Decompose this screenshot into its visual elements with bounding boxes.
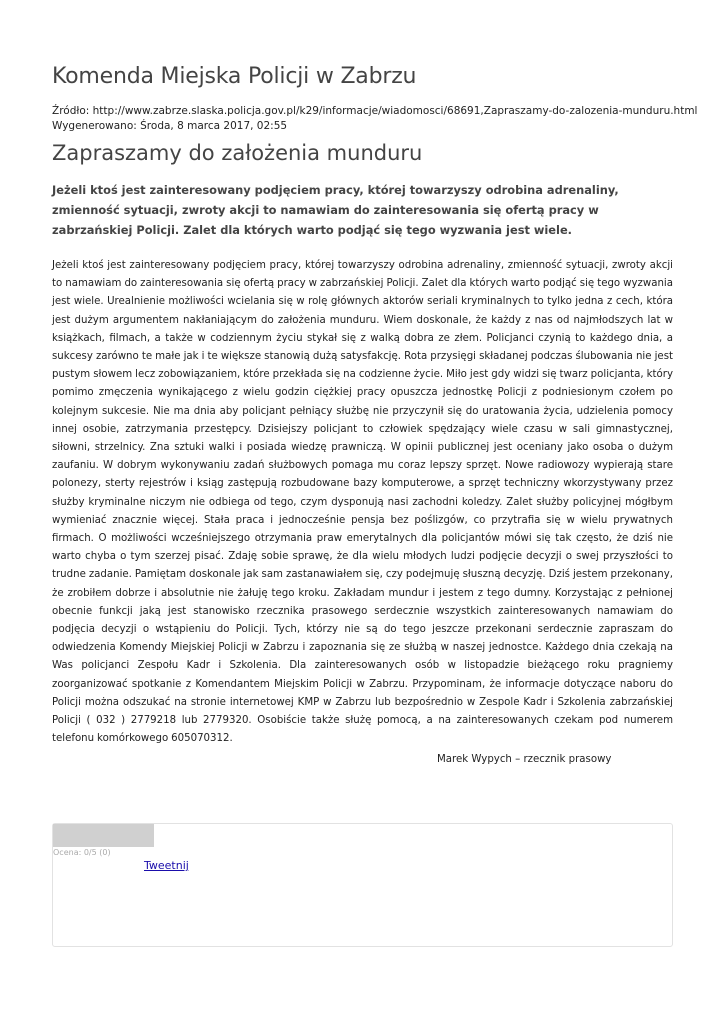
article-lead: Jeżeli ktoś jest zainteresowany podjęciem pracy, której towarzyszy odrobina adrenaliny, zmienność sytuacji, zwroty akcji to namawiam do zainteresowania się ofertą pracy w zabrzańskiej Policji. Zalet dla których warto podjąć się tego wyzwania jest wiele.: [52, 183, 619, 237]
meta-info: [52, 104, 697, 134]
rating-label: Ocena: 0/5 (0): [53, 848, 111, 857]
article-title: Zapraszamy do założenia munduru: [52, 141, 423, 165]
site-title: Komenda Miejska Policji w Zabrzu: [52, 64, 417, 89]
article-signature: Marek Wypych – rzecznik prasowy: [437, 754, 612, 765]
rating-bar[interactable]: [53, 824, 154, 847]
article-body: Jeżeli ktoś jest zainteresowany podjęciem pracy, której towarzyszy odrobina adrenaliny, zmienność sytuacji, zwroty akcji to namawiam do zainteresowania się ofertą pracy w zabrzańskiej Policji. Zalet dla których warto podjąć się tego wyzwania jest wiele. Urealnienie możliwości wcielania się w rolę głównych aktorów seriali kryminalnych to tylko jedna z cech, która jest dużym argumentem nakłaniającym do założenia munduru. Wiem doskonale, że każdy z nas od najmłodszych lat w książkach, filmach, a także w codziennym życiu stykał się z walką dobra ze złem. Policjanci czynią to każdego dnia, a sukcesy zarówno te małe jak i te większe stanowią dużą satysfakcję. Rota przysięgi składanej podczas ślubowania nie jest pustym słowem lecz zobowiązaniem, które przekłada się na codzienne życie. Miło jest gdy widzi się twarz policjanta, który pomimo zmęczenia wynikającego z wielu godzin ciężkiej pracy opuszcza jednostkę Policji z podniesionym czołem po kolejnym sukcesie. Nie ma dnia aby policjant pełniący służbę nie przyczynił się do uratowania życia, udzielenia pomocy innej osobie, zatrzymania przestępcy. Dzisiejszy policjant to człowiek spędzający wiele czasu w sali gimnastycznej, siłowni, strzelnicy. Zna sztuki walki i posiada wiedzę prawniczą. W opinii publicznej jest oceniany jako osoba o dużym zaufaniu. W dobrym wykonywaniu zadań służbowych pomaga mu coraz lepszy sprzęt. Nowe radiowozy wypierają stare polonezy, sterty rejestrów i ksiąg zastępują rozbudowane bazy komputerowe, a sprzęt techniczny wkorzystywany przez służby kryminalne niczym nie odbiega od tego, czym dysponują nasi zachodni koledzy. Zalet służby policyjnej mógłbym wymieniać znacznie więcej. Stała praca i jednocześnie pensja bez poślizgów, co przytrafia się w wielu prywatnych firmach. O możliwości wcześniejszego otrzymania praw emerytalnych dla policjantów mówi się tak często, że dziś nie warto chyba o tym szerzej pisać. Zdaję sobie sprawę, że dla wielu młodych ludzi podjęcie decyzji o swej przyszłości to trudne zadanie. Pamiętam doskonale jak sam zastanawiałem się, czy podejmuję słuszną decyzję. Dziś jestem przekonany, że zrobiłem dobrze i absolutnie nie żałuję tego kroku. Zakładam mundur i jestem z tego dumny. Korzystając z pełnionej obecnie funkcji jaką jest stanowisko rzecznika prasowego serdecznie wszystkich zainteresowanych namawiam do podjęcia decyzji o wstąpieniu do Policji. Tych, którzy nie są do tego jeszcze przekonani serdecznie zapraszam do odwiedzenia Komendy Miejskiej Policji w Zabrzu i zapoznania się ze służbą w naszej jednostce. Każdego dnia czekają na Was policjanci Zespołu Kadr i Szkolenia. Dla zainteresowanych osób w listopadzie bieżącego roku pragniemy zoorganizować spotkanie z Komendantem Miejskim Policji w Zabrzu. Przypominam, że informacje dotyczące naboru do Policji można odszukać na stronie internetowej KMP w Zabrzu lub bezpośrednio w Zespole Kadr i Szkolenia zabrzańskiej Policji ( 032 ) 2779218 lub 2779320. Osobiście także służę pomocą, a na zainteresowanych czekam pod numerem telefonu komórkowego 605070312.: [52, 260, 673, 745]
source-line: Źródło: http://www.zabrze.slaska.policja.gov.pl/k29/informacje/wiadomosci/68691,Zapraszamy-do-zalozenia-munduru.html: [52, 105, 698, 117]
rating-panel: [52, 823, 673, 947]
generated-line: Wygenerowano: Środa, 8 marca 2017, 02:55: [52, 120, 288, 132]
tweet-link[interactable]: Tweetnij: [144, 859, 189, 872]
